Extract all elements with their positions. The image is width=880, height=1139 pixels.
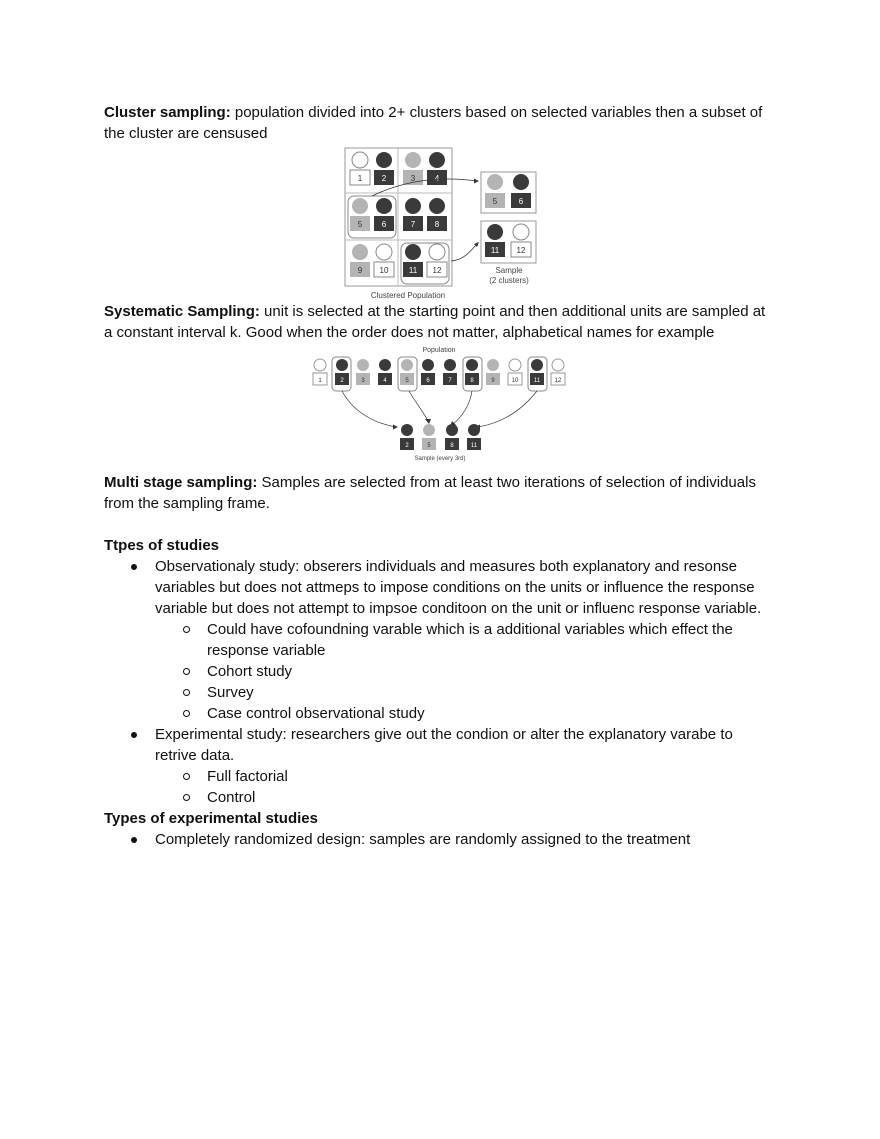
systematic-sampling-term: Systematic Sampling:	[104, 303, 260, 320]
cluster-sampling-figure	[104, 144, 776, 301]
sub-item: Control	[155, 787, 776, 808]
svg-text:6: 6	[426, 378, 430, 384]
observational-study-text: Observationaly study: obserers individuals and measures both explanatory and resonse variables but does not attmeps to impose conditions on the units or influence the response variable but does not attempt to impsoe conditoon on the unit or influenc response variable.	[155, 558, 762, 617]
svg-text:12: 12	[554, 378, 562, 384]
multistage-sampling-paragraph	[104, 472, 776, 514]
experimental-sublist	[155, 766, 776, 808]
sub-item: Full factorial	[155, 766, 776, 787]
svg-text:11: 11	[408, 266, 418, 275]
svg-text:3: 3	[410, 174, 416, 183]
list-item-observational	[104, 556, 776, 724]
svg-text:7: 7	[410, 220, 416, 229]
svg-text:11: 11	[533, 378, 541, 384]
list-item: Completely randomized design: samples are randomly assigned to the treatment	[104, 829, 776, 850]
svg-text:2: 2	[381, 174, 387, 183]
svg-text:6: 6	[381, 220, 387, 229]
cluster-caption: Clustered Population	[370, 291, 446, 300]
cluster-sampling-definition: population divided into 2+ clusters based on selected variables then a subset of the cluster are censused	[104, 104, 763, 142]
svg-text:8: 8	[470, 378, 474, 384]
sub-item: Survey	[155, 682, 776, 703]
svg-text:8: 8	[450, 443, 454, 449]
svg-text:10: 10	[511, 378, 519, 384]
types-of-studies-list	[104, 556, 776, 808]
spacer	[104, 514, 776, 535]
svg-text:6: 6	[518, 197, 524, 206]
observational-sublist	[155, 619, 776, 724]
sample-label: Sample	[495, 266, 523, 275]
svg-text:5: 5	[427, 443, 431, 449]
systematic-diagram	[104, 343, 776, 472]
svg-text:11: 11	[470, 443, 478, 449]
experimental-types-list	[104, 829, 776, 850]
svg-text:4: 4	[434, 174, 440, 183]
multistage-sampling-term: Multi stage sampling:	[104, 474, 258, 491]
types-of-studies-heading: Ttpes of studies	[104, 537, 220, 554]
svg-text:2: 2	[405, 443, 409, 449]
systematic-sampling-paragraph	[104, 301, 776, 343]
svg-text:1: 1	[357, 174, 363, 183]
cluster-diagram	[104, 144, 776, 301]
svg-text:9: 9	[491, 378, 495, 384]
svg-text:9: 9	[357, 266, 363, 275]
sub-item: Cohort study	[155, 661, 776, 682]
sample-sublabel: (2 clusters)	[489, 276, 529, 285]
svg-text:1: 1	[318, 378, 322, 384]
svg-text:12: 12	[516, 246, 526, 255]
multistage-sampling-definition: Samples are selected from at least two iterations of selection of individuals from the sampling frame.	[104, 474, 756, 512]
svg-text:4: 4	[383, 378, 387, 384]
systematic-sampling-definition: unit is selected at the starting point and then additional units are sampled at a constant interval k. Good when the order does not matter, alphabetical names for example	[104, 303, 766, 341]
svg-text:5: 5	[405, 378, 409, 384]
cluster-sampling-term: Cluster sampling:	[104, 104, 231, 121]
sample-caption: Sample (every 3rd)	[414, 456, 466, 462]
sub-item: Case control observational study	[155, 703, 776, 724]
svg-text:10: 10	[379, 266, 389, 275]
svg-text:5: 5	[357, 220, 363, 229]
experimental-study-text: Experimental study: researchers give out the condion or alter the explanatory varabe to retrive data.	[155, 726, 733, 764]
svg-text:7: 7	[448, 378, 452, 384]
svg-text:12: 12	[432, 266, 442, 275]
list-item-experimental	[104, 724, 776, 808]
cluster-sampling-paragraph	[104, 102, 776, 144]
systematic-sampling-figure	[104, 343, 776, 472]
svg-text:11: 11	[490, 246, 500, 255]
experimental-types-heading: Types of experimental studies	[104, 810, 318, 827]
svg-text:5: 5	[492, 197, 498, 206]
sub-item: Could have cofoundning varable which is a additional variables which effect the response variable	[155, 619, 776, 661]
population-label: Population	[422, 347, 456, 354]
svg-text:3: 3	[361, 378, 365, 384]
document-page	[104, 102, 776, 850]
svg-text:2: 2	[340, 378, 344, 384]
svg-text:8: 8	[434, 220, 440, 229]
